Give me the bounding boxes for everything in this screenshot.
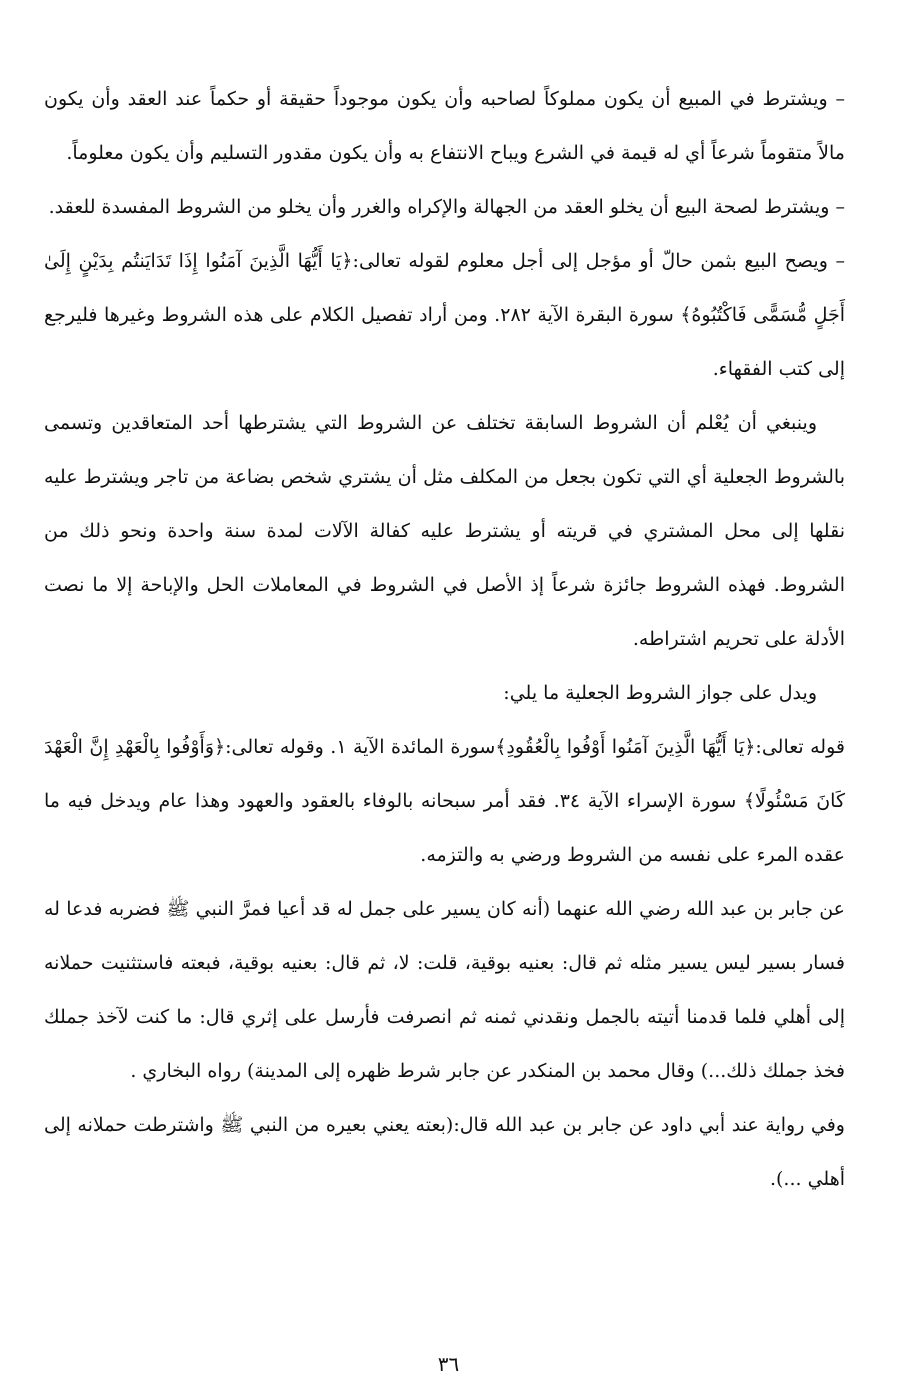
page-number: ٣٦ xyxy=(437,1352,460,1376)
page-body xyxy=(44,72,845,1206)
paragraph-sale-item-conditions: – ويشترط في المبيع أن يكون مملوكاً لصاحبه وأن يكون موجوداً حقيقة أو حكماً عند العقد وأن يكون مالاً متقوماً شرعاً أي له قيمة في الشرع ويباح الانتفاع به وأن يكون مقدور التسليم وأن يكون معلوماً. xyxy=(44,88,845,164)
paragraph-stipulated-conditions: وينبغي أن يُعْلم أن الشروط السابقة تختلف عن الشروط التي يشترطها أحد المتعاقدين وتسمى بالشروط الجعلية أي التي تكون بجعل من المكلف مثل أن يشتري شخص بضاعة من تاجر ويشترط عليه نقلها إلى محل المشتري في قريته أو يشترط عليه كفالة الآلات لمدة سنة واحدة ونحو ذلك من الشروط. فهذه الشروط جائزة شرعاً إذ الأصل في الشروط في المعاملات الحل والإباحة إلا ما نصت الأدلة على تحريم اشتراطه. xyxy=(44,412,845,650)
paragraph-abu-dawud-narration: وفي رواية عند أبي داود عن جابر بن عبد الله قال:(بعته يعني بعيره من النبي ﷺ واشترطت حملانه إلى أهلي ...). xyxy=(44,1114,845,1190)
paragraph-deferred-price: – ويصح البيع بثمن حالّ أو مؤجل إلى أجل معلوم لقوله تعالى:﴿يَا أَيُّهَا الَّذِينَ آمَنُوا إِذَا تَدَايَنتُم بِدَيْنٍ إِلَىٰ أَجَلٍ مُّسَمًّى فَاكْتُبُوهُ﴾ سورة البقرة الآية ٢٨٢. ومن أراد تفصيل الكلام على هذه الشروط وغيرها فليرجع إلى كتب الفقهاء. xyxy=(44,250,845,380)
paragraph-quran-evidence: قوله تعالى:﴿يَا أَيُّهَا الَّذِينَ آمَنُوا أَوْفُوا بِالْعُقُودِ﴾سورة المائدة الآية ١. وقوله تعالى:﴿وَأَوْفُوا بِالْعَهْدِ إِنَّ الْعَهْدَ كَانَ مَسْئُولًا﴾ سورة الإسراء الآية ٣٤. فقد أمر سبحانه بالوفاء بالعقود والعهود وهذا عام ويدخل فيه ما عقده المرء على نفسه من الشروط ورضي به والتزمه. xyxy=(44,736,845,866)
paragraph-jabir-hadith: عن جابر بن عبد الله رضي الله عنهما (أنه كان يسير على جمل له قد أعيا فمرَّ النبي ﷺ فضربه فدعا له فسار بسير ليس يسير مثله ثم قال: بعنيه بوقية، قلت: لا، ثم قال: بعنيه بوقية، فبعته فاستثنيت حملانه إلى أهلي فلما قدمنا أتيته بالجمل ونقدني ثمنه ثم انصرفت فأرسل على إثري قال: ما كنت لآخذ جملك فخذ جملك ذلك...) وقال محمد بن المنكدر عن جابر شرط ظهره إلى المدينة) رواه البخاري . xyxy=(44,898,845,1082)
paragraph-evidence-intro: ويدل على جواز الشروط الجعلية ما يلي: xyxy=(503,682,817,704)
paragraph-sale-validity-conditions: – ويشترط لصحة البيع أن يخلو العقد من الجهالة والإكراه والغرر وأن يخلو من الشروط المفسدة للعقد. xyxy=(48,196,845,218)
